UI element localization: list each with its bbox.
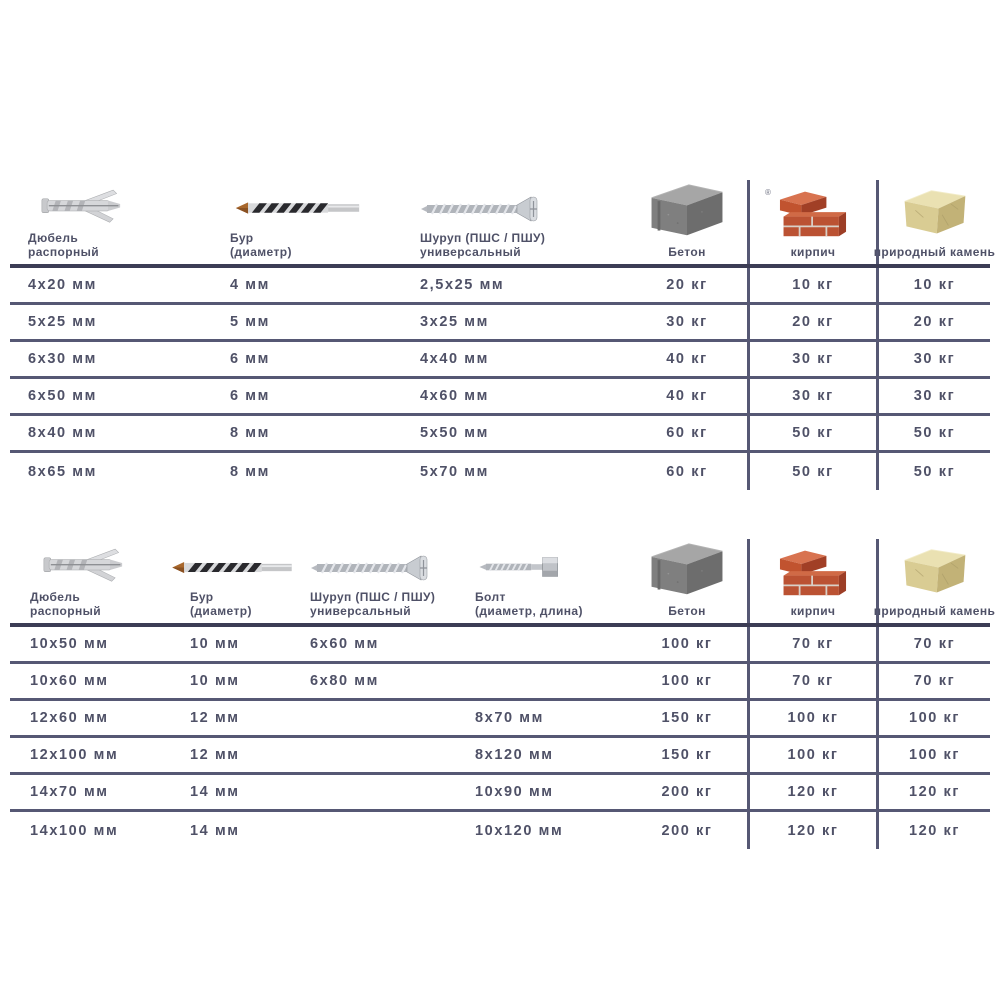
load-brick-cell: 120 кг xyxy=(747,775,876,809)
drill-bit-image xyxy=(168,552,296,583)
load-stone-cell: 100 кг xyxy=(876,738,990,772)
header-stone-column xyxy=(873,539,996,623)
screw-size-cell xyxy=(300,775,465,809)
dowel-size-cell: 10x50 мм xyxy=(30,636,109,652)
load-brick-cell: 50 кг xyxy=(747,416,876,450)
table-row xyxy=(10,664,990,701)
concrete-block-image xyxy=(645,182,729,238)
drill-diameter-cell: 4 мм xyxy=(230,277,270,293)
load-brick-cell: 30 кг xyxy=(747,379,876,413)
load-stone-cell: 70 кг xyxy=(876,627,990,661)
load-brick-cell: 70 кг xyxy=(747,664,876,698)
brick-column-label: кирпич xyxy=(790,245,836,259)
header-stone-column xyxy=(873,180,996,264)
drill-diameter-cell: 6 мм xyxy=(230,351,270,367)
label-line-1: Бур xyxy=(190,590,214,604)
drill-diameter-cell: 12 мм xyxy=(190,747,240,763)
header-screw-column xyxy=(300,539,465,623)
dowel-size-cell: 5x25 мм xyxy=(28,314,97,330)
drill-diameter-cell: 14 мм xyxy=(190,784,240,800)
table-row xyxy=(10,738,990,775)
table-row xyxy=(10,268,990,305)
drill-bit-image xyxy=(230,192,365,224)
stone-column-label: природный камень xyxy=(873,245,996,259)
load-stone-cell: 50 кг xyxy=(876,416,990,450)
screw-size-cell: 4x60 мм xyxy=(420,388,489,404)
screw-size-cell: 2,5x25 мм xyxy=(420,277,505,293)
table-row xyxy=(10,416,990,453)
load-concrete-cell: 150 кг xyxy=(661,710,713,726)
label-line-2: распорный xyxy=(30,604,102,618)
load-concrete-cell: 20 кг xyxy=(666,277,708,293)
drill-diameter-cell: 10 мм xyxy=(190,636,240,652)
header-screw-column xyxy=(410,180,627,264)
table-row xyxy=(10,812,990,849)
table-row xyxy=(10,453,990,490)
load-brick-cell: 10 кг xyxy=(747,268,876,302)
header-bolt-column xyxy=(465,539,627,623)
load-brick-cell: 100 кг xyxy=(747,738,876,772)
label-line-1: Бур xyxy=(230,231,254,245)
drill-diameter-cell: 14 мм xyxy=(190,822,240,839)
label-line-1: Шуруп (ПШС / ПШУ) xyxy=(420,231,546,245)
dowel-size-cell: 8x65 мм xyxy=(28,463,97,480)
screw-size-cell xyxy=(300,812,465,849)
load-brick-cell: 120 кг xyxy=(747,812,876,849)
screw-size-cell: 5x70 мм xyxy=(420,463,489,480)
header-brick-column xyxy=(747,180,876,264)
bolt-column-label xyxy=(475,590,583,618)
label-line-2: универсальный xyxy=(310,604,412,618)
bolt-size-cell: 10x120 мм xyxy=(475,822,564,839)
concrete-block-image xyxy=(645,541,729,597)
load-concrete-cell: 30 кг xyxy=(666,314,708,330)
dowel-size-cell: 14x100 мм xyxy=(30,822,119,839)
natural-stone-image xyxy=(895,547,975,597)
drill-diameter-cell: 8 мм xyxy=(230,463,270,480)
concrete-column-label: Бетон xyxy=(668,245,706,259)
table1-header-row xyxy=(10,180,996,268)
table2-header-row xyxy=(10,539,996,627)
concrete-column-label: Бетон xyxy=(668,604,706,618)
stone-column-label: природный камень xyxy=(873,604,996,618)
brick-wall-image xyxy=(773,188,853,238)
load-concrete-cell: 100 кг xyxy=(661,673,713,689)
header-concrete-column xyxy=(627,180,747,264)
load-stone-cell: 50 кг xyxy=(876,453,990,490)
load-stone-cell: 70 кг xyxy=(876,664,990,698)
label-line-1: Шуруп (ПШС / ПШУ) xyxy=(310,590,436,604)
table-row xyxy=(10,342,990,379)
label-line-2: (диаметр) xyxy=(230,245,292,259)
table-row xyxy=(10,305,990,342)
dowel-size-cell: 10x60 мм xyxy=(30,673,109,689)
universal-screw-image xyxy=(310,553,440,583)
screw-size-cell: 3x25 мм xyxy=(420,314,489,330)
screw-column-label xyxy=(310,590,435,618)
brick-column-label: кирпич xyxy=(790,604,836,618)
dowel-image xyxy=(30,543,136,583)
load-concrete-cell: 60 кг xyxy=(666,463,708,480)
label-line-1: Болт xyxy=(475,590,506,604)
screw-size-cell xyxy=(300,738,465,772)
bolt-size-cell: 8x120 мм xyxy=(475,747,554,763)
load-concrete-cell: 100 кг xyxy=(661,636,713,652)
natural-stone-image xyxy=(895,188,975,238)
drill-diameter-cell: 6 мм xyxy=(230,388,270,404)
dowel-size-cell: 14x70 мм xyxy=(30,784,109,800)
drill-column-label xyxy=(190,590,252,618)
table-row xyxy=(10,379,990,416)
load-stone-cell: 30 кг xyxy=(876,342,990,376)
load-concrete-cell: 60 кг xyxy=(666,425,708,441)
load-concrete-cell: 40 кг xyxy=(666,351,708,367)
load-concrete-cell: 40 кг xyxy=(666,388,708,404)
bolt-size-cell: 10x90 мм xyxy=(475,784,554,800)
load-brick-cell: 50 кг xyxy=(747,453,876,490)
header-dowel-column xyxy=(10,180,220,264)
load-stone-cell: 120 кг xyxy=(876,775,990,809)
load-concrete-cell: 200 кг xyxy=(661,822,713,839)
header-concrete-column xyxy=(627,539,747,623)
load-brick-cell: 30 кг xyxy=(747,342,876,376)
load-stone-cell: 100 кг xyxy=(876,701,990,735)
registered-mark: ® xyxy=(765,188,771,197)
screw-size-cell: 5x50 мм xyxy=(420,425,489,441)
load-brick-cell: 70 кг xyxy=(747,627,876,661)
screw-column-label xyxy=(420,231,545,259)
table-row xyxy=(10,627,990,664)
load-stone-cell: 120 кг xyxy=(876,812,990,849)
dowel-column-label xyxy=(28,231,99,259)
dowel-size-cell: 4x20 мм xyxy=(28,277,97,293)
drill-diameter-cell: 12 мм xyxy=(190,710,240,726)
header-drill-column xyxy=(180,539,300,623)
dowel-size-cell: 12x60 мм xyxy=(30,710,109,726)
load-brick-cell: 100 кг xyxy=(747,701,876,735)
screw-size-cell: 6x80 мм xyxy=(310,673,379,689)
label-line-2: универсальный xyxy=(420,245,522,259)
load-concrete-cell: 150 кг xyxy=(661,747,713,763)
screw-size-cell xyxy=(300,701,465,735)
dowel-image xyxy=(28,184,134,224)
header-drill-column xyxy=(220,180,410,264)
brick-wall-image xyxy=(773,547,853,597)
load-concrete-cell: 200 кг xyxy=(661,784,713,800)
brick-image-wrap xyxy=(765,188,853,238)
load-stone-cell: 10 кг xyxy=(876,268,990,302)
dowel-size-cell: 12x100 мм xyxy=(30,747,119,763)
label-line-2: (диаметр, длина) xyxy=(475,604,583,618)
drill-diameter-cell: 5 мм xyxy=(230,314,270,330)
dowel-size-cell: 8x40 мм xyxy=(28,425,97,441)
drill-diameter-cell: 8 мм xyxy=(230,425,270,441)
header-dowel-column xyxy=(10,539,180,623)
load-stone-cell: 20 кг xyxy=(876,305,990,339)
dowel-size-cell: 6x30 мм xyxy=(28,351,97,367)
label-line-1: Дюбель xyxy=(30,590,81,604)
bolt-size-cell xyxy=(465,627,627,661)
load-stone-cell: 30 кг xyxy=(876,379,990,413)
bolt-size-cell xyxy=(465,664,627,698)
label-line-2: (диаметр) xyxy=(190,604,252,618)
table-row xyxy=(10,701,990,738)
label-line-1: Дюбель xyxy=(28,231,79,245)
lag-bolt-image xyxy=(475,551,563,583)
universal-screw-image xyxy=(420,194,550,224)
label-line-2: распорный xyxy=(28,245,100,259)
table-large-dowels xyxy=(10,539,996,849)
table-row xyxy=(10,775,990,812)
screw-size-cell: 4x40 мм xyxy=(420,351,489,367)
bolt-size-cell: 8x70 мм xyxy=(475,710,544,726)
table-small-dowels xyxy=(10,180,996,490)
screw-size-cell: 6x60 мм xyxy=(310,636,379,652)
drill-diameter-cell: 10 мм xyxy=(190,673,240,689)
drill-column-label xyxy=(230,231,292,259)
header-brick-column xyxy=(747,539,876,623)
load-brick-cell: 20 кг xyxy=(747,305,876,339)
dowel-column-label xyxy=(30,590,101,618)
dowel-size-cell: 6x50 мм xyxy=(28,388,97,404)
